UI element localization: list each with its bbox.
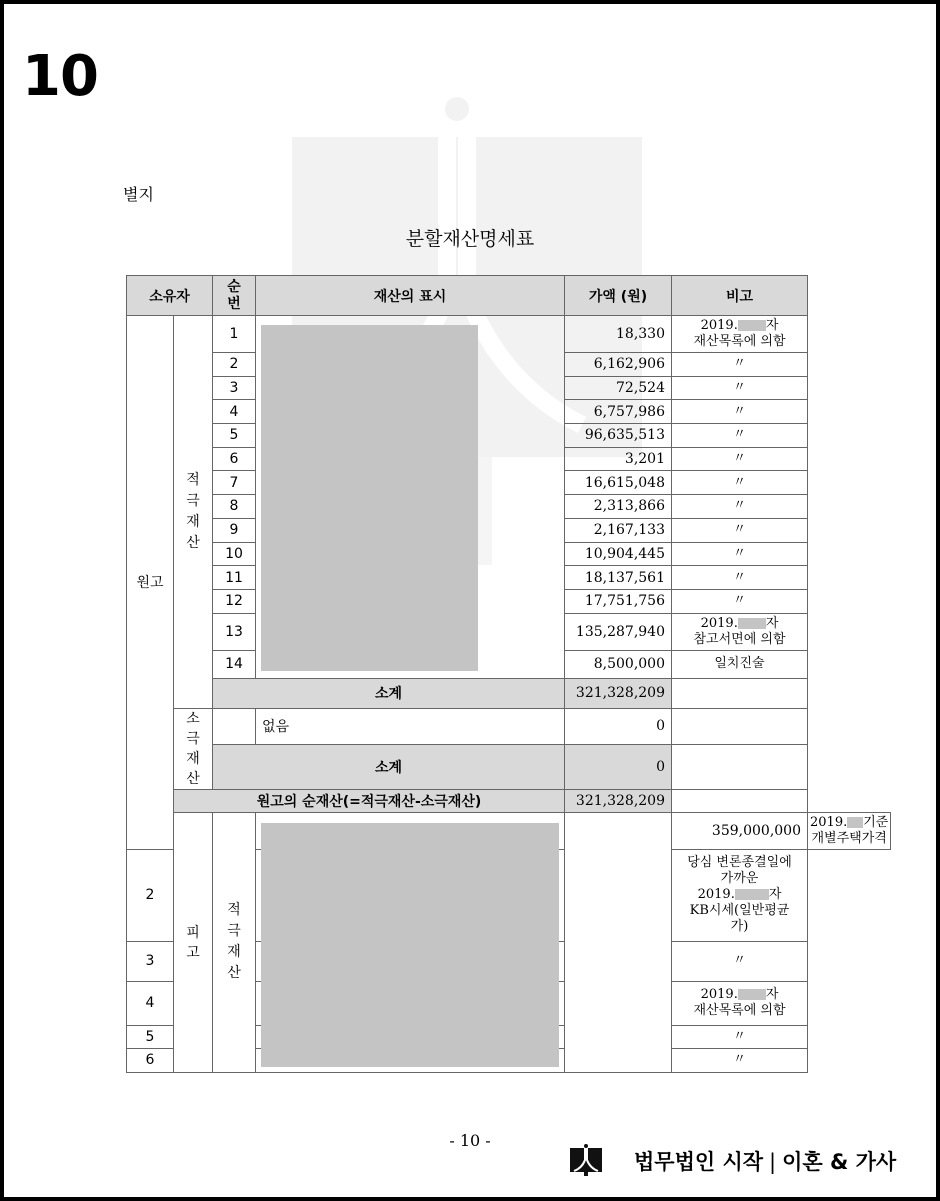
row-number-empty — [213, 708, 256, 744]
row-value: 8,500,000 — [565, 650, 672, 678]
row-value: 0 — [565, 708, 672, 744]
redaction-mark — [738, 618, 766, 629]
footer-brand-text — [634, 1146, 896, 1176]
row-number: 4 — [213, 400, 256, 424]
row-number: 14 — [213, 650, 256, 678]
row-value: 10,904,445 — [565, 542, 672, 566]
row-note: 2019. 기준 개별주택가격 — [808, 812, 891, 849]
header-description: 재산의 표시 — [256, 276, 565, 316]
passive-item: 없음 — [256, 708, 565, 744]
row-value: 17,751,756 — [565, 589, 672, 613]
row-number: 8 — [213, 495, 256, 519]
firm-logo-icon — [570, 1144, 602, 1176]
subtotal-value: 0 — [565, 744, 672, 789]
net-assets-label: 원고의 순재산(=적극재산-소극재산) — [174, 789, 565, 812]
row-note: 〃 — [672, 941, 808, 981]
row-note: 2019. 자 재산목록에 의함 — [672, 981, 808, 1025]
brand-separator: | — [769, 1150, 777, 1174]
active-assets-label: 적 극 재 산 — [174, 316, 213, 709]
row-number: 4 — [127, 981, 174, 1025]
owner-plaintiff: 원고 — [127, 316, 174, 850]
redaction-block — [261, 823, 559, 1067]
row-number: 12 — [213, 589, 256, 613]
row-number: 2 — [127, 849, 174, 941]
footer-brand — [570, 1142, 910, 1178]
table-header — [127, 276, 891, 316]
subtotal-note — [672, 744, 808, 789]
row-number: 5 — [213, 424, 256, 448]
redaction-block — [261, 325, 478, 671]
firm-name: 법무법인 시작 — [634, 1150, 764, 1174]
row-note: 〃 — [672, 1025, 808, 1049]
header-seq: 순 번 — [213, 276, 256, 316]
row-number: 5 — [127, 1025, 174, 1049]
document-title: 분할재산명세표 — [405, 228, 535, 250]
row-note: 〃 — [672, 376, 808, 400]
subtotal-label: 소계 — [213, 678, 565, 708]
subtotal-row — [127, 744, 891, 789]
row-number: 11 — [213, 566, 256, 590]
row-value: 2,313,866 — [565, 495, 672, 519]
row-note — [672, 708, 808, 744]
page-number: 10 — [22, 44, 98, 109]
row-note: 〃 — [672, 353, 808, 377]
row-note: 〃 — [672, 495, 808, 519]
row-note: 〃 — [672, 400, 808, 424]
redaction-mark — [735, 889, 769, 900]
owner-defendant: 피고 — [174, 812, 213, 1072]
subtotal-value: 321,328,209 — [565, 678, 672, 708]
row-number: 13 — [213, 613, 256, 650]
row-number: 6 — [213, 447, 256, 471]
header-note: 비고 — [672, 276, 808, 316]
subtotal-note — [672, 678, 808, 708]
row-value: 72,524 — [565, 376, 672, 400]
subtotal-row — [127, 678, 891, 708]
row-value: 96,635,513 — [565, 424, 672, 448]
passive-assets-label: 소 극 재 산 — [174, 708, 213, 789]
defendant-active-label: 적 극 재 산 — [213, 812, 256, 1072]
row-value: 6,757,986 — [565, 400, 672, 424]
redaction-mark — [738, 989, 766, 1000]
row-note: 〃 — [672, 471, 808, 495]
row-value: 18,330 — [565, 316, 672, 353]
row-number: 3 — [213, 376, 256, 400]
row-value: 2,167,133 — [565, 518, 672, 542]
row-value: 3,201 — [565, 447, 672, 471]
row-number: 3 — [127, 941, 174, 981]
description-redacted — [565, 812, 672, 1072]
row-value: 18,137,561 — [565, 566, 672, 590]
row-value: 6,162,906 — [565, 353, 672, 377]
net-assets-value: 321,328,209 — [565, 789, 672, 812]
row-value: 359,000,000 — [672, 812, 808, 849]
row-note: 2019. 자 참고서면에 의함 — [672, 613, 808, 650]
header-owner: 소유자 — [127, 276, 213, 316]
row-value: 135,287,940 — [565, 613, 672, 650]
row-note: 〃 — [672, 447, 808, 471]
row-note: 일치진술 — [672, 650, 808, 678]
row-note: 〃 — [672, 589, 808, 613]
table-row — [127, 316, 891, 353]
net-assets-row — [127, 789, 891, 812]
row-number: 1 — [213, 316, 256, 353]
row-number: 10 — [213, 542, 256, 566]
redaction-mark — [738, 320, 766, 331]
row-number: 2 — [213, 353, 256, 377]
annex-label: 별지 — [123, 185, 154, 204]
subtotal-label: 소계 — [213, 744, 565, 789]
row-note: 당심 변론종결일에 가까운 2019. 자 KB시세(일반평균 가) — [672, 849, 808, 941]
row-note: 〃 — [672, 542, 808, 566]
row-note: 〃 — [672, 566, 808, 590]
row-note: 2019. 자 재산목록에 의함 — [672, 316, 808, 353]
row-value: 16,615,048 — [565, 471, 672, 495]
header-value: 가액 (원) — [565, 276, 672, 316]
row-number: 6 — [127, 1049, 174, 1073]
net-assets-note — [672, 789, 808, 812]
table-row — [127, 708, 891, 744]
footer-page-number: - 10 - — [449, 1131, 491, 1150]
row-number: 7 — [213, 471, 256, 495]
row-note: 〃 — [672, 518, 808, 542]
row-note: 〃 — [672, 424, 808, 448]
row-note: 〃 — [672, 1049, 808, 1073]
practice-area: 이혼 & 가사 — [782, 1150, 897, 1174]
row-number: 9 — [213, 518, 256, 542]
redaction-mark — [847, 817, 863, 828]
